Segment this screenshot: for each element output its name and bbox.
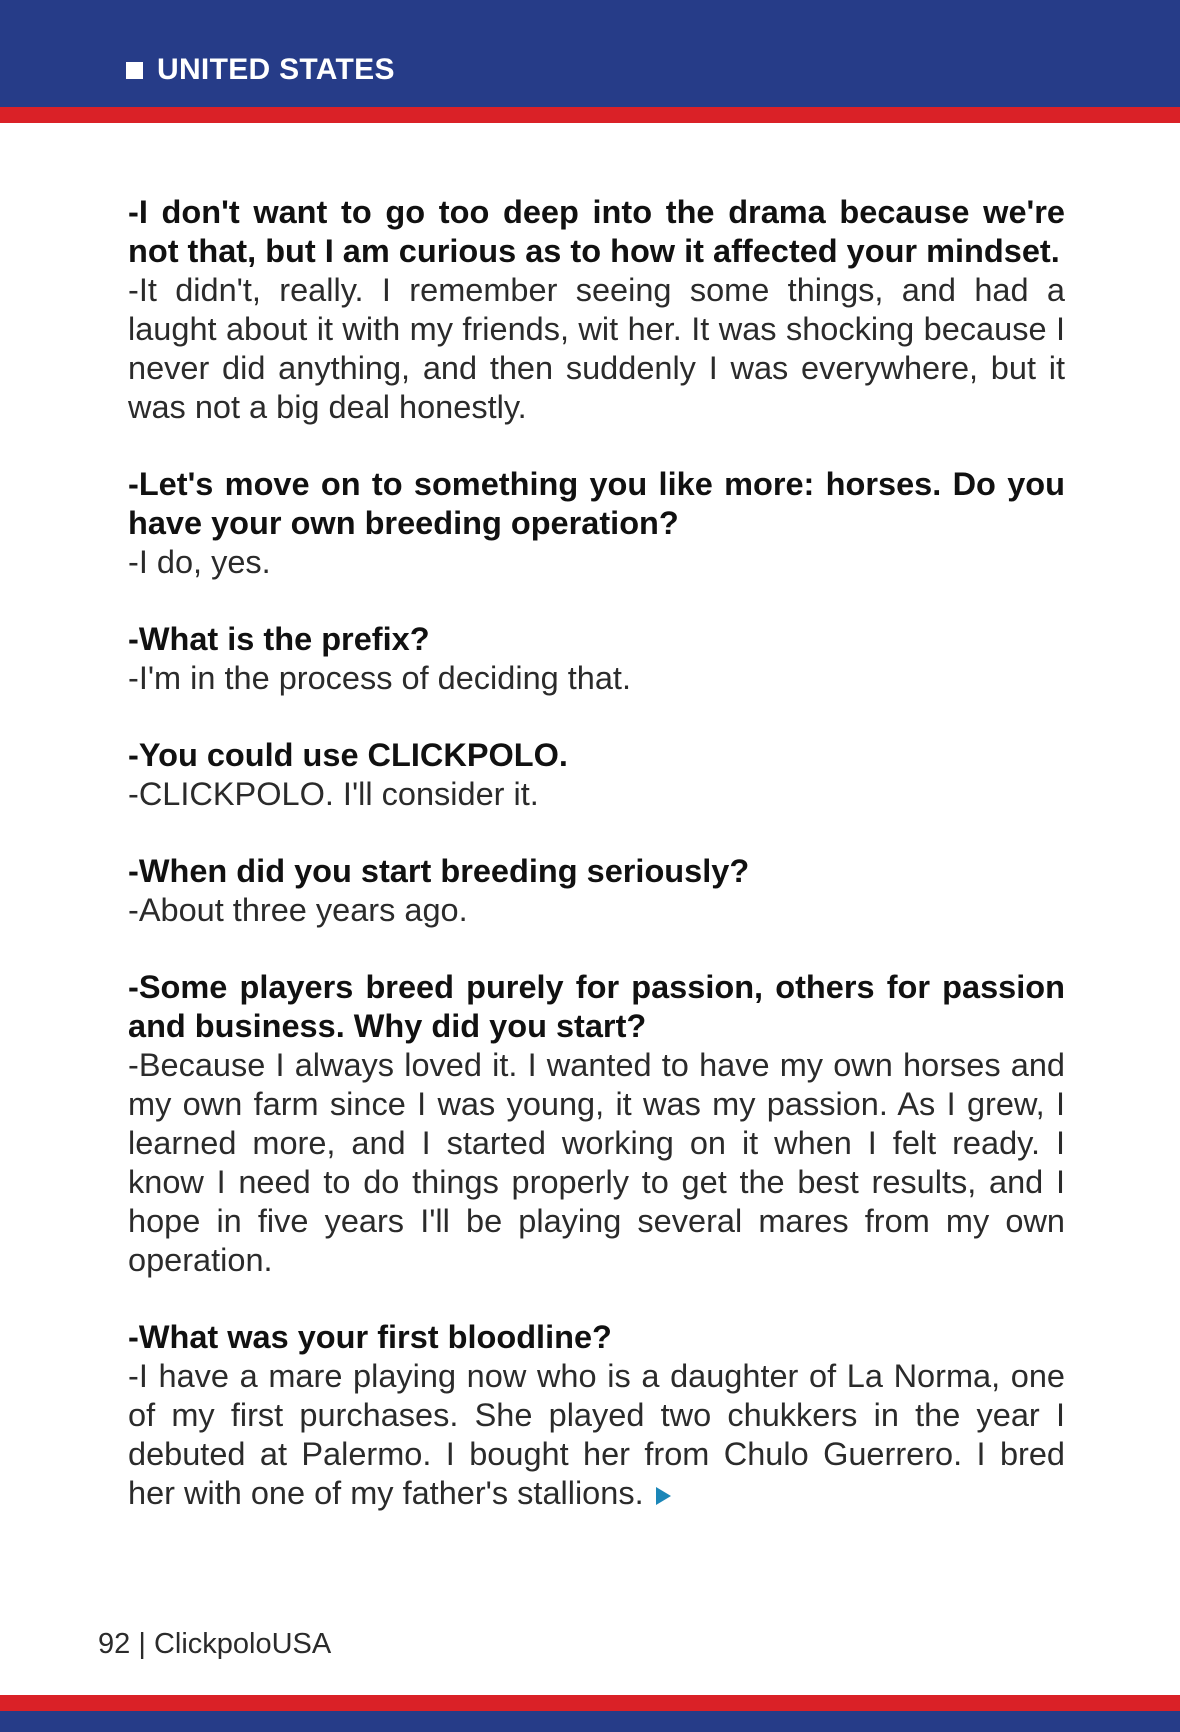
question: -When did you start breeding seriously? bbox=[128, 853, 750, 889]
qa-block bbox=[128, 465, 1065, 582]
qa-block bbox=[128, 736, 1065, 814]
answer: -It didn't, really. I remember seeing some things, and had a laught about it with my friends, wit her. It was shocking because I never did anything, and then suddenly I was everywhere, but it was not a big deal honestly. bbox=[128, 272, 1065, 425]
question: -You could use CLICKPOLO. bbox=[128, 737, 568, 773]
qa-block bbox=[128, 193, 1065, 427]
qa-block bbox=[128, 1318, 1065, 1513]
answer-last bbox=[128, 1357, 1065, 1513]
section-title: UNITED STATES bbox=[157, 53, 395, 86]
qa-block bbox=[128, 620, 1065, 698]
qa-block bbox=[128, 852, 1065, 930]
answer: -I do, yes. bbox=[128, 544, 271, 580]
section-label bbox=[126, 52, 395, 88]
question: -Let's move on to something you like more: horses. Do you have your own breeding operation? bbox=[128, 466, 1065, 541]
question: -I don't want to go too deep into the drama because we're not that, but I am curious as to how it affected your mindset. bbox=[128, 194, 1065, 269]
footer-band bbox=[0, 1711, 1180, 1732]
footer-separator: | bbox=[138, 1628, 146, 1660]
answer: -Because I always loved it. I wanted to have my own horses and my own farm since I was young, it was my passion. As I grew, I learned more, and I started working on it when I felt ready. I know I need to do things properly to get the best results, and I hope in five years I'll be playing several mares from my own operation. bbox=[128, 1047, 1065, 1278]
header-stripe bbox=[0, 107, 1180, 123]
answer: -I'm in the process of deciding that. bbox=[128, 660, 631, 696]
qa-block bbox=[128, 968, 1065, 1280]
continue-arrow-icon bbox=[656, 1487, 671, 1505]
article-body bbox=[128, 193, 1065, 1551]
question: -What is the prefix? bbox=[128, 621, 430, 657]
answer: -CLICKPOLO. I'll consider it. bbox=[128, 776, 539, 812]
publication-name: ClickpoloUSA bbox=[153, 1628, 332, 1660]
answer: -About three years ago. bbox=[128, 892, 468, 928]
question: -What was your first bloodline? bbox=[128, 1319, 612, 1355]
page-footer bbox=[98, 1628, 331, 1661]
footer-stripe bbox=[0, 1695, 1180, 1711]
square-bullet-icon bbox=[126, 62, 143, 79]
answer: -I have a mare playing now who is a daughter of La Norma, one of my first purchases. She played two chukkers in the year I debuted at Palermo. I bought her from Chulo Guerrero. I bred her with one of my father's stallions. bbox=[128, 1358, 1065, 1511]
page-number: 92 bbox=[98, 1628, 131, 1660]
question: -Some players breed purely for passion, others for passion and business. Why did you start? bbox=[128, 969, 1065, 1044]
